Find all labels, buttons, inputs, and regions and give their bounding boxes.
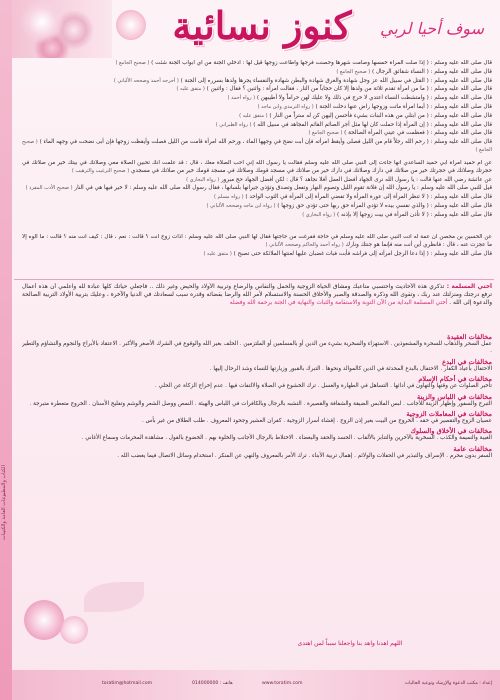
header: [12, 0, 500, 58]
hadith-item: [22, 113, 492, 121]
hadith-item: [22, 69, 492, 77]
hadith-text: قال صلى الله عليه وسلم : ( رحم الله رجلاً قام من الليل فصلى وأيقظ امرأته فإن أبت نضح في وجهها الماء ، ورحم الله امرأة قامت من الليل فصلت وأيقظت زوجها فإن أبى نضحت في وجهه الماء ): [39, 139, 492, 146]
hadith-text: قال صلى الله عليه وسلم : ( لا تأذن المرأة في بيت زوجها إلا بإذنه ): [337, 211, 492, 218]
hadith-item: [22, 86, 492, 94]
header-signature: سوف أحيا لربي: [380, 19, 484, 38]
section-item: [22, 393, 492, 408]
hadith-item: [22, 78, 492, 86]
leaf-icon: [84, 582, 144, 612]
hadith-text: قال صلى الله عليه وسلم : ( من ابتلي من هذه البنات بشيء فأحسن إليهن كن له ستراً من النار ): [269, 112, 492, 119]
section-body: عمل السحر والذهاب للسحرة والمشعوذين . الاستهزاء والسخرية بشيء من الدين أو بالمسلمين أو الملتزمين . الحلف بغير الله والوقوع في الشرك الأصغر والأكبر . الاعتقاد بالأبراج والنجوم والتشاؤم والتطير .: [22, 341, 492, 355]
hadith-text: قال صلى الله عليه وسلم : ( ما من امرأة تقدم ثلاثة من ولدها إلا كان حجاباً من النار ، فقالت امرأة : واثنين ؟ فقال : واثنين ): [206, 86, 492, 93]
section-title: مخالفات في البدع: [442, 357, 492, 366]
flower-illustration: [12, 0, 112, 58]
hadith-text: قال صلى الله عليه وسلم : ( لا تنظر المرأة إلى عورة المرأة ولا تفضي المرأة إلى المرأة في الثوب الواحد ): [245, 194, 492, 201]
footer-website: www.toratim.com: [262, 681, 303, 686]
footer-publisher: إعداد : مكتب الدعوة والإرشاد وتوعية الجاليات: [404, 681, 492, 686]
hadith-item: [22, 203, 492, 211]
section-body: عصيان الزوج والتقصير في حقه . الخروج من البيت بغير إذن الزوج . إفشاء أسرار الزوجية . كفران العشير وجحود المعروف . طلب الطلاق من غير بأس .: [141, 418, 492, 425]
section-item: [22, 333, 492, 356]
section-item: [22, 410, 492, 425]
section-title: مخالفات في المعاملات الزوجية: [406, 410, 492, 419]
hadith-text: قال صلى الله عليه وسلم : ( إذا دعا الرجل امرأته إلى فراشه فأبت فبات غضبان عليها لعنتها الملائكة حتى تصبح ): [233, 250, 492, 257]
hadith-text: قال صلى الله عليه وسلم : ( أيما امرأة ماتت وزوجها راض عنها دخلت الجنة ): [315, 103, 492, 110]
hadith-text: عن الحسين بن محصن أن عمة له أتت النبي صلى الله عليه وسلم في حاجة ففرغت من حاجتها فقال لها النبي صلى الله عليه وسلم : أذات زوج أنت ؟ قالت : نعم ، قال : كيف أنت منه ؟ قالت : ما آلوه إلا ما عجزت عنه ، قال : فانظري أين أنت منه فإنما هو جنتك ونارك: [22, 234, 492, 248]
section-title: مخالفات في الأخلاق والسلوك: [410, 427, 492, 436]
hadith-ref: ( متفق عليه ): [176, 86, 205, 93]
hadith-ref: ( متفق عليه ): [239, 112, 268, 119]
section-divider: [14, 279, 494, 280]
hadith-ref: ( رواه مسلم ): [213, 194, 244, 201]
rose-icon: [24, 600, 64, 640]
hadith-text: قال صلى الله عليه وسلم : ( القتل في سبيل الله عز وجل شهادة والغرق شهادة والبطن شهادة والنفساء يجرها ولدها بسرره إلى الجنة ): [180, 77, 492, 84]
hadith-item: [22, 212, 492, 220]
hadith-ref: ( صحيح الترغيب والترهيب ): [71, 167, 130, 174]
footer-phone: هاتف : 014000000: [192, 681, 233, 686]
section-title: مخالفات عامة: [453, 444, 492, 453]
hadith-text: قال صلى الله عليه وسلم : ( وامتشطت النساء اعتدي لا حرج في ذلك ولا عليك لهن حراماً ولا أطيبهن ): [256, 95, 492, 102]
side-strip: [0, 0, 12, 700]
hadith-ref: ( صحيح الأدب المفرد ): [25, 185, 73, 192]
hadith-item: [22, 130, 492, 138]
hadith-text: قال صلى الله عليه وسلم : ( النساء شقائق الرجال ): [372, 68, 492, 75]
footer-email: toratim@hotmail.com: [102, 681, 153, 686]
hadith-item: [22, 122, 492, 130]
hadith-block-top: [22, 60, 492, 158]
hadith-text: عن عائشة رضي الله عنها قالت : يا رسول الله نرى الجهاد أفضل العمل أفلا نجاهد ؟ قال : لكن أفضل الجهاد حج مبرور: [220, 176, 492, 183]
hadith-item: [22, 160, 492, 176]
intro-lead: أختي المسلمة :: [446, 284, 492, 290]
section-item: [22, 375, 492, 390]
intro-paragraph: [22, 283, 492, 329]
section-item: [22, 358, 492, 373]
hadith-ref: ( صحيح الجامع ): [115, 60, 150, 66]
intro-closing: أختي المسلمة البداية من الآن التوبة والاستقامة والثبات والنهاية في الجنة برحمة الله وفضله: [229, 300, 448, 306]
hadith-ref: ( صحيح الجامع ): [336, 68, 371, 75]
hadith-block-middle: [22, 160, 492, 232]
hadith-text: قال صلى الله عليه وسلم : ( إذا صلت المرأة خمسها وصامت شهرها وحصنت فرجها وأطاعت زوجها قيل لها : ادخلي الجنة من أي أبواب الجنة شئت ): [151, 60, 492, 66]
side-text: الكتاب والمطبوعات العامة والكتيبات: [1, 465, 7, 540]
section-body: التبرج والسفور وإظهار الزينة للأجانب . لبس الملابس الضيقة والشفافة والقصيرة . التشبه بالرجال وبالكافرات في اللباس والهيئة . النمص ووصل الشعر والوشم وتفليج الأسنان . الخروج متعطرة متبرجة .: [29, 400, 492, 407]
intro-text: تذكري هذه الأحاديث واحتسبي متاعبك ومشاق الحياة الزوجية والحمل والنفاس والرضاع وتربية الأولاد والحيض وغير ذلك .. فاجعلي حياتك كلها عبادة لله واعلمي أن هذه أعمال ترفع درجتك ومنزلتك عند ربك ، وتقوى الله وذكره والصدقة والصبر والأخلاق الحسنة والاستسلام لأمر الله والرضا بقضائه وقدره سبب لسعادتك في الدنيا والآخرة ، وعليك بتربية الأولاد التربية الصالحة والدعوة إلى الله .: [22, 284, 492, 306]
hadith-item: [22, 251, 492, 259]
hadith-ref: ( رواه أحمد ): [227, 95, 256, 102]
section-title: مخالفات في أحكام الإسلام: [418, 375, 492, 384]
hadith-block-bottom: [22, 234, 492, 278]
hadith-item: [22, 234, 492, 250]
hadith-ref: ( صحيح الجامع ): [22, 139, 492, 153]
hadith-ref: ( رواه البخاري ): [186, 176, 220, 183]
hadith-text: قيل للنبي صلى الله عليه وسلم : يا رسول الله إن فلانة تقوم الليل وتصوم النهار وتفعل وتصدق وتؤذي جيرانها بلسانها ، فقال رسول الله صلى الله عليه وسلم : لا خير فيها هي في النار: [74, 185, 492, 192]
hadith-item: [22, 194, 492, 202]
hadith-item: [22, 60, 492, 68]
hadith-ref: ( رواه الترمذي وابن ماجه ): [257, 103, 314, 110]
hadith-ref: ( صحيح الجامع ): [308, 130, 343, 137]
section-body: تأخير الصلوات عن وقتها والتهاون في أدائها . التساهل في الطهارة والغسل . ترك الخشوع في الصلاة والالتفات فيها . عدم إخراج الزكاة عن الحلي .: [155, 383, 492, 390]
section-item: [22, 427, 492, 442]
rose-icon: [60, 616, 88, 644]
rose-logo-icon: [116, 10, 146, 40]
hadith-ref: ( رواه ابن ماجه وصححه الألباني ): [206, 202, 276, 209]
hadith-item: [22, 185, 492, 193]
section-title: مخالفات في اللباس والزينة: [417, 392, 492, 401]
hadith-text: قال صلى الله عليه وسلم : ( والذي نفسي بيده لا تؤدي المرأة حق ربها حتى تؤدي حق زوجها ): [277, 202, 492, 209]
hadith-text: قال صلى الله عليه وسلم : ( إن المرأة إذا حملت كان لها مثل أجر الصائم القائم المجاهد في سبيل الله ): [253, 121, 492, 128]
section-body: السفر بدون محرم . الإسراف والتبذير في الحفلات والولائم . إهمال تربية الأبناء . ترك الأمر بالمعروف والنهي عن المنكر . استخدام وسائل الاتصال فيما يغضب الله .: [117, 452, 492, 459]
closing-dua: اللهم اهدنا واهد بنا واجعلنا سبباً لمن اهتدى: [297, 640, 403, 647]
section-body: الغيبة والنميمة والكذب . السخرية بالآخرين والتنابز بالألقاب . الحسد والحقد والبغضاء . الاختلاط بالرجال الأجانب والخلوة بهم . الخضوع بالقول . مشاهدة المحرمات وسماع الأغاني .: [81, 435, 492, 442]
section-body: الاحتفال بأعياد الكفار . الاحتفال بالبدع المحدثة في الدين كالموالد ونحوها . التبرك بالقبور وزيارتها للنساء وشد الرحال إليها .: [209, 365, 492, 372]
section-title: مخالفات العقيدة: [447, 333, 492, 341]
section-item: [22, 445, 492, 460]
hadith-ref: ( رواه الطبراني ): [215, 121, 252, 128]
rose-illustration: [14, 560, 154, 660]
hadith-ref: ( أخرجه أحمد وصححه الألباني ): [113, 77, 179, 84]
hadith-item: [22, 104, 492, 112]
hadith-ref: ( متفق عليه ): [203, 250, 232, 257]
hadith-item: [22, 95, 492, 103]
hadith-item: [22, 177, 492, 185]
footer: [12, 670, 500, 700]
hadith-ref: ( رواه أحمد والحاكم وصححه الألباني ): [265, 241, 344, 248]
page-title: كنوز نسائية: [172, 3, 352, 48]
hadith-item: [22, 139, 492, 155]
hadith-text: قال صلى الله عليه وسلم : ( فعظمت في عيني المرأة الصالحة ): [344, 130, 492, 137]
hadith-ref: ( رواه البخاري ): [302, 211, 336, 218]
hadith-text: عن أم حميد امرأة أبي حميد الساعدي أنها جاءت إلى النبي صلى الله عليه وسلم فقالت يا رسول الله إني أحب الصلاة معك ، قال : قد علمت أنك تحبين الصلاة معي وصلاتك في بيتك خير من صلاتك في حجرتك وصلاتك في حجرتك خير من صلاتك في دارك وصلاتك في دارك خير من صلاتك في مسجد قومك وصلاتك في مسجد قومك خير من صلاتك في مسجدي: [22, 160, 492, 174]
